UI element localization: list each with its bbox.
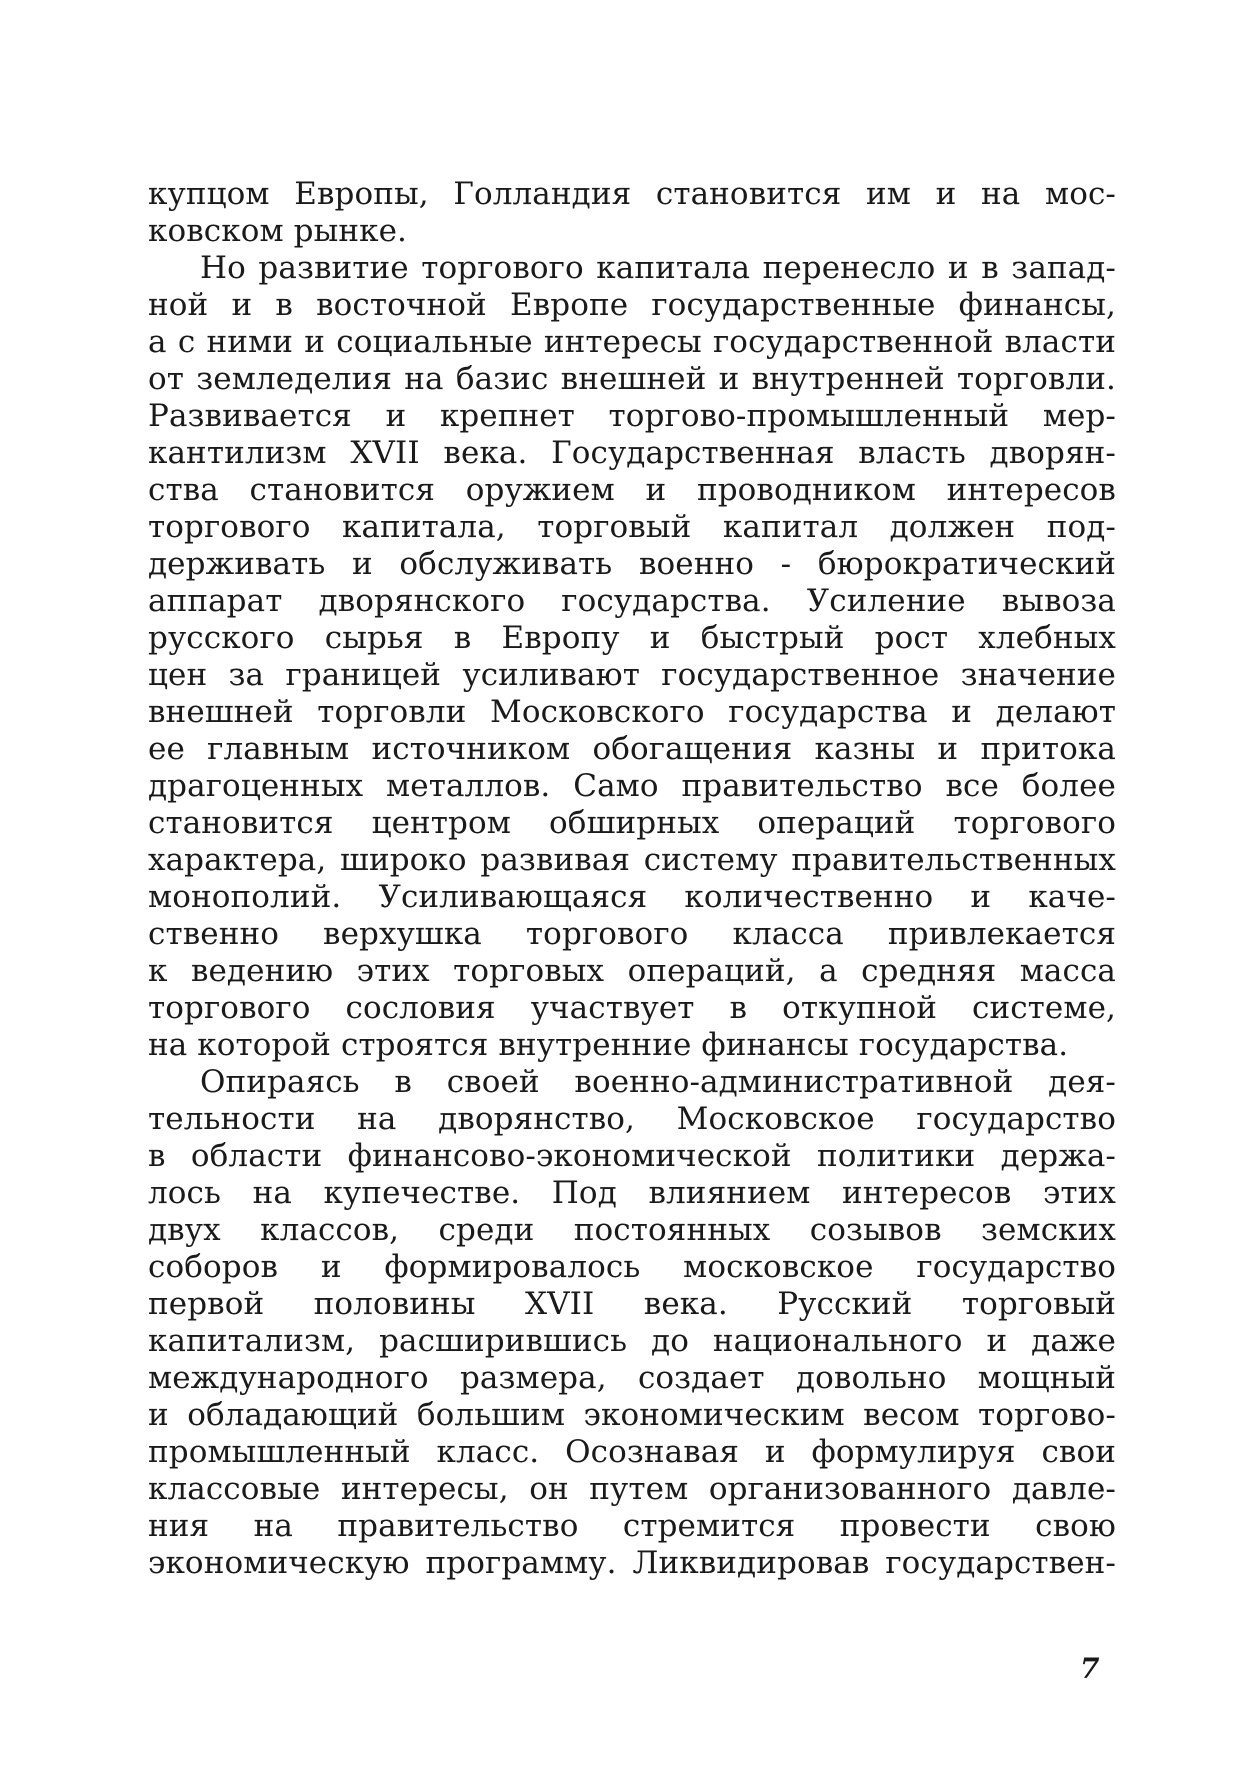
text-line: капитализм, расширившись до национального и даже [148,1323,1116,1359]
text-line: ной и в восточной Европе государственные финансы, [148,287,1116,323]
text-line: торгового капитала, торговый капитал должен под- [148,509,1116,545]
text-line: промышленный класс. Осознавая и формулируя свои [148,1434,1116,1470]
page-number: 7 [1080,1652,1100,1685]
text-line: лось на купечестве. Под влиянием интересов этих [148,1175,1116,1211]
text-line: ства становится оружием и проводником интересов [148,472,1116,508]
body-text [148,176,1116,1582]
text-line: первой половины XVII века. Русский торговый [148,1286,1116,1322]
text-line: от земледелия на базис внешней и внутренней торговли. [148,361,1116,397]
text-line: купцом Европы, Голландия становится им и на мос- [148,176,1116,212]
text-line: аппарат дворянского государства. Усиление вывоза [148,583,1116,619]
text-line: международного размера, создает довольно мощный [148,1360,1116,1396]
text-line: кантилизм XVII века. Государственная власть дворян- [148,435,1116,471]
text-line: Опираясь в своей военно-административной дея- [200,1064,1116,1100]
text-line: экономическую программу. Ликвидировав государствен- [148,1545,1116,1581]
text-line: торгового сословия участвует в откупной системе, [148,990,1116,1026]
text-line: характера, широко развивая систему правительственных [148,842,1116,878]
text-line: Но развитие торгового капитала перенесло и в запад- [200,250,1116,286]
text-line: а с ними и социальные интересы государственной власти [148,324,1116,360]
text-line: становится центром обширных операций торгового [148,805,1116,841]
text-line: ния на правительство стремится провести свою [148,1508,1116,1544]
text-line: на которой строятся внутренние финансы государства. [148,1027,1069,1063]
text-line: Развивается и крепнет торгово-промышленный мер- [148,398,1116,434]
text-line: цен за границей усиливают государственное значение [148,657,1116,693]
text-line: драгоценных металлов. Само правительство все более [148,768,1116,804]
text-line: тельности на дворянство, Московское государство [148,1101,1116,1137]
text-line: соборов и формировалось московское государство [148,1249,1116,1285]
text-line: внешней торговли Московского государства и делают [148,694,1116,730]
text-line: держивать и обслуживать военно - бюрократический [148,546,1116,582]
text-line: и обладающий большим экономическим весом торгово- [148,1397,1116,1433]
text-line: русского сырья в Европу и быстрый рост хлебных [148,620,1116,656]
text-line: монополий. Усиливающаяся количественно и каче- [148,879,1116,915]
text-line: двух классов, среди постоянных созывов земских [148,1212,1116,1248]
text-line: ковском рынке. [148,213,408,249]
text-line: ее главным источником обогащения казны и притока [148,731,1116,767]
text-line: в области финансово-экономической политики держа- [148,1138,1116,1174]
text-line: к ведению этих торговых операций, а средняя масса [148,953,1116,989]
text-line: классовые интересы, он путем организованного давле- [148,1471,1116,1507]
text-line: ственно верхушка торгового класса привлекается [148,916,1116,952]
